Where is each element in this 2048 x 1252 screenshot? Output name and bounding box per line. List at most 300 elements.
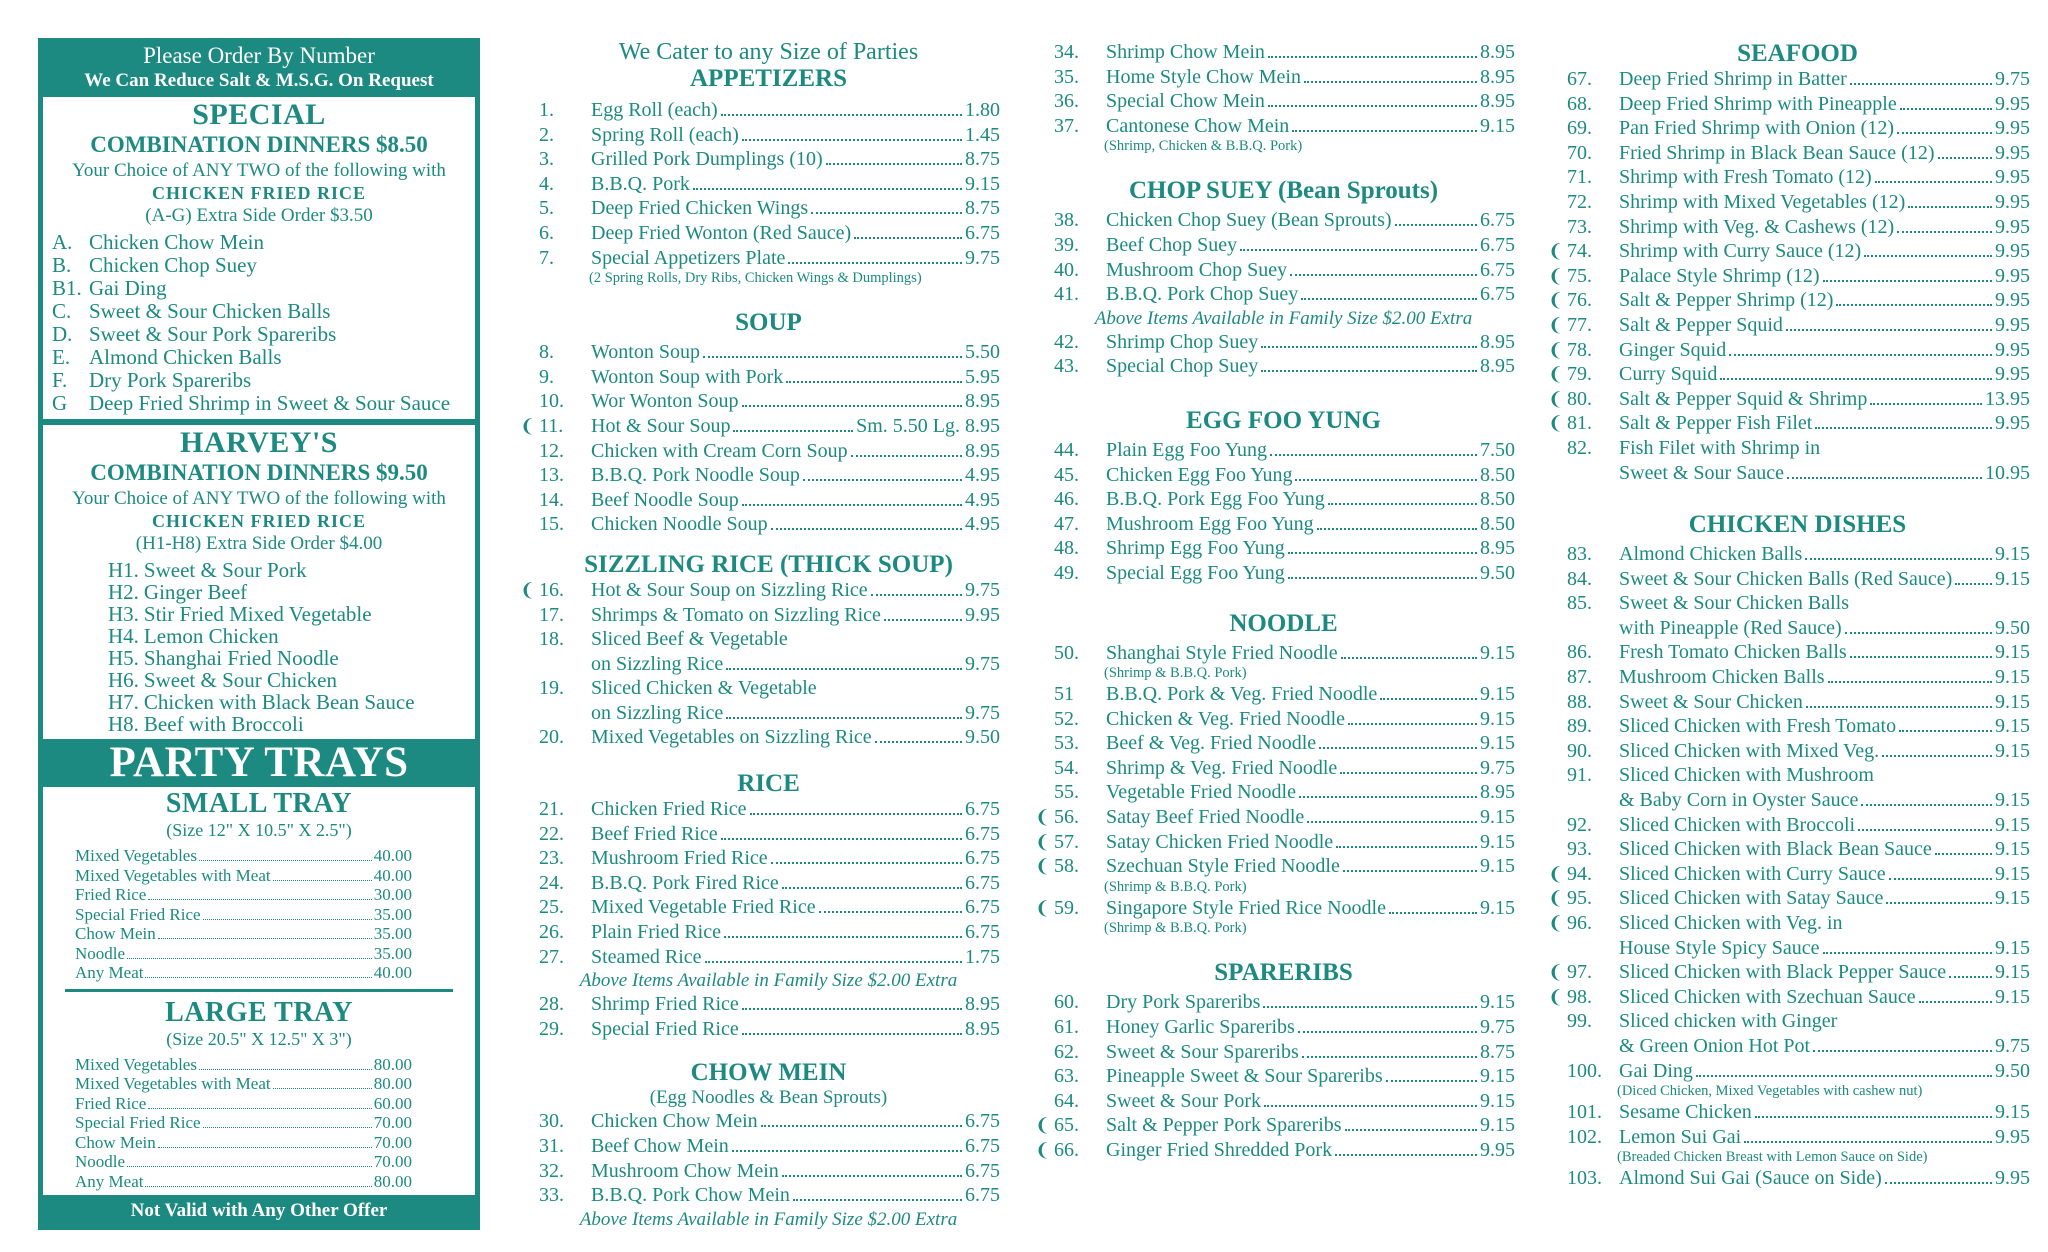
- combo-choice-item: [52, 392, 475, 415]
- item-number: 102.: [1567, 1125, 1602, 1148]
- item-number: 2.: [539, 123, 554, 146]
- menu-item: [1052, 89, 1515, 114]
- item-number: 100.: [1567, 1059, 1602, 1082]
- item-name: Chicken Fried Rice: [591, 798, 747, 821]
- menu-item: [1052, 536, 1515, 561]
- chili-pepper-icon: ❨: [1548, 863, 1564, 884]
- combo-choice-item: [108, 625, 475, 647]
- item-name: Special Chop Suey: [1106, 355, 1259, 378]
- item-price: 6.75: [965, 921, 1000, 944]
- dot-leader: [1343, 869, 1477, 872]
- item-number: 87.: [1567, 666, 1592, 689]
- sizzling-rice-list: [520, 578, 1000, 750]
- choice-code: H2.: [108, 580, 139, 604]
- item-number: 16.: [539, 578, 564, 601]
- item-number: 36.: [1054, 90, 1079, 113]
- menu-item: [1565, 763, 2030, 788]
- menu-item: [537, 1159, 1000, 1184]
- menu-item: [537, 512, 1000, 537]
- item-name: Beef Fried Rice: [591, 822, 718, 845]
- dot-leader: [273, 1087, 372, 1089]
- item-number: 21.: [539, 798, 564, 821]
- appetizers-title: APPETIZERS: [690, 65, 847, 92]
- item-number: 93.: [1567, 838, 1592, 861]
- dot-leader: [1897, 230, 1992, 233]
- menu-item: [537, 221, 1000, 246]
- dot-leader: [1861, 803, 1992, 806]
- menu-item: [1052, 731, 1515, 756]
- item-price: 9.75: [1995, 68, 2030, 90]
- dot-leader: [148, 1107, 371, 1109]
- choice-name: Beef with Broccoli: [143, 712, 304, 736]
- item-name: Shrimps & Tomato on Sizzling Rice: [591, 603, 881, 626]
- item-price: 6.75: [1480, 209, 1515, 232]
- item-name: Chicken & Veg. Fried Noodle: [1106, 707, 1346, 730]
- item-name: B.B.Q. Pork: [591, 172, 690, 195]
- dot-leader: [782, 886, 962, 889]
- item-price: 6.75: [965, 1110, 1000, 1133]
- item-name: Sliced Chicken with Mushroom: [1619, 764, 1874, 787]
- item-number: 23.: [539, 847, 564, 870]
- dot-leader: [1882, 754, 1992, 757]
- item-name: Szechuan Style Fried Noodle: [1106, 855, 1340, 878]
- large-tray-title: LARGE TRAY: [165, 996, 353, 1028]
- item-price: 9.15: [1995, 666, 2030, 689]
- item-name: Sliced Chicken with Mixed Veg.: [1619, 739, 1880, 762]
- item-number: 9.: [539, 365, 554, 388]
- dot-leader: [1900, 107, 1992, 110]
- item-name: Dry Pork Spareribs: [1106, 991, 1261, 1014]
- dot-leader: [1845, 631, 1992, 634]
- dot-leader: [1301, 297, 1477, 300]
- tray-item: [75, 846, 412, 866]
- item-number: 62.: [1054, 1040, 1079, 1063]
- choice-code: F.: [52, 368, 68, 392]
- item-number: 88.: [1567, 690, 1592, 713]
- item-name: Mushroom Chop Suey: [1106, 258, 1288, 281]
- tray-item-price: 35.00: [373, 904, 412, 924]
- tray-item: [75, 905, 412, 925]
- item-number: 24.: [539, 871, 564, 894]
- combo-choice-item: [108, 669, 475, 691]
- item-name-line2: on Sizzling Rice: [591, 701, 724, 724]
- item-price: 9.75: [965, 701, 1000, 724]
- seafood-list: [1548, 67, 2030, 485]
- item-number: 39.: [1054, 233, 1079, 256]
- menu-item: [1548, 985, 2030, 1010]
- rice-title: RICE: [737, 770, 800, 798]
- tray-item: [75, 1074, 412, 1094]
- tray-item-name: Mixed Vegetables with Meat: [75, 865, 271, 885]
- menu-item: [1052, 330, 1515, 355]
- item-name: Sliced Chicken with Black Bean Sauce: [1619, 838, 1932, 861]
- dot-leader: [1897, 131, 1992, 134]
- item-price: 6.75: [965, 1184, 1000, 1207]
- menu-column-3: [1035, 40, 1515, 1163]
- menu-item: [537, 439, 1000, 464]
- offer-disclaimer: Not Valid with Any Other Offer: [130, 1200, 388, 1221]
- item-number: 49.: [1054, 561, 1079, 584]
- item-name: Beef Chop Suey: [1106, 233, 1238, 256]
- menu-item-continued: [537, 701, 1000, 726]
- dot-leader: [1823, 279, 1992, 282]
- item-number: 54.: [1054, 756, 1079, 779]
- item-number: 33.: [539, 1184, 564, 1207]
- item-price: 9.95: [1995, 166, 2030, 189]
- item-name-line2: with Pineapple (Red Sauce): [1619, 616, 1842, 639]
- item-price: 4.95: [965, 513, 1000, 536]
- dot-leader: [1288, 576, 1477, 579]
- item-name: Sliced Chicken with Veg. in: [1619, 912, 1843, 934]
- choice-code: G: [52, 391, 68, 415]
- choice-code: B1.: [52, 276, 82, 300]
- dot-leader: [1850, 82, 1992, 85]
- dot-leader: [826, 162, 962, 165]
- item-name: Special Appetizers Plate: [591, 246, 786, 269]
- choice-name: Gai Ding: [89, 276, 167, 300]
- choice-name: Chicken Chop Suey: [89, 253, 257, 277]
- dot-leader: [1264, 1104, 1477, 1107]
- item-price: 6.75: [965, 798, 1000, 821]
- dot-leader: [1935, 852, 1992, 855]
- item-note: (Breaded Chicken Breast with Lemon Sauce on Side): [1617, 1149, 1928, 1166]
- dot-leader: [199, 1068, 372, 1070]
- item-name: B.B.Q. Pork Chow Mein: [591, 1184, 790, 1207]
- menu-item: [1548, 264, 2030, 289]
- item-price: 9.15: [1995, 862, 2030, 885]
- menu-column-2: [520, 39, 1000, 1231]
- item-number: 1.: [539, 99, 554, 121]
- item-price: 8.95: [1480, 537, 1515, 560]
- item-name: Shrimp Chow Mein: [1106, 41, 1265, 63]
- dot-leader: [1317, 527, 1477, 530]
- item-number: 38.: [1054, 209, 1079, 232]
- chili-pepper-icon: ❨: [1548, 364, 1564, 385]
- tray-item: [75, 963, 412, 983]
- item-note: (Shrimp & B.B.Q. Pork): [1104, 665, 1247, 682]
- item-name-line2: on Sizzling Rice: [591, 652, 724, 675]
- menu-item: [1565, 1100, 2030, 1125]
- item-number: 32.: [539, 1159, 564, 1182]
- item-name: Pan Fried Shrimp with Onion (12): [1619, 117, 1894, 140]
- item-name: Sweet & Sour Pork: [1106, 1089, 1261, 1112]
- tray-item-name: Mixed Vegetables: [75, 1054, 197, 1074]
- item-name: Sweet & Sour Spareribs: [1106, 1040, 1299, 1063]
- item-price: 8.95: [965, 439, 1000, 462]
- dot-leader: [782, 1174, 962, 1177]
- menu-item: [1548, 288, 2030, 313]
- item-name: Mushroom Fried Rice: [591, 847, 768, 870]
- choice-name: Chicken with Black Bean Sauce: [143, 690, 415, 714]
- spareribs-title: SPARERIBS: [1214, 959, 1353, 987]
- item-price: 9.75: [1480, 756, 1515, 779]
- choice-name: Sweet & Sour Chicken Balls: [89, 299, 331, 323]
- item-price: 9.95: [1995, 412, 2030, 435]
- item-number: 27.: [539, 945, 564, 968]
- harveys-note: Your Choice of ANY TWO of the following with: [72, 488, 446, 509]
- item-number: 13.: [539, 464, 564, 487]
- item-name: Salt & Pepper Fish Filet: [1619, 412, 1813, 435]
- dot-leader: [750, 812, 962, 815]
- item-name: Ginger Squid: [1619, 338, 1727, 361]
- dot-leader: [1389, 911, 1477, 914]
- item-number: 76.: [1567, 289, 1592, 312]
- dot-leader: [1295, 478, 1477, 481]
- item-price: 8.75: [965, 197, 1000, 220]
- tray-item-price: 70.00: [373, 1152, 412, 1171]
- choice-code: H6.: [108, 668, 139, 692]
- menu-item-continued: [1565, 788, 2030, 813]
- item-price: 6.75: [1480, 258, 1515, 281]
- dot-leader: [1938, 156, 1993, 159]
- item-name: Lemon Sui Gai: [1619, 1125, 1742, 1148]
- item-number: 90.: [1567, 739, 1592, 762]
- tray-item: [75, 1113, 412, 1133]
- menu-item: [1565, 92, 2030, 117]
- item-name: Curry Squid: [1619, 363, 1718, 386]
- harveys-rice: CHICKEN FRIED RICE: [151, 511, 367, 531]
- item-name: Shrimp Chop Suey: [1106, 330, 1259, 353]
- menu-item: [1035, 1138, 1515, 1163]
- menu-item: [537, 340, 1000, 365]
- item-price: 1.75: [965, 945, 1000, 968]
- item-price: 9.15: [1480, 641, 1515, 664]
- item-price: 9.15: [1480, 830, 1515, 853]
- cantonese-note: (Shrimp, Chicken & B.B.Q. Pork): [1104, 138, 1303, 155]
- noodle-list: [1035, 641, 1515, 938]
- item-name: Home Style Chow Mein: [1106, 65, 1301, 88]
- chop-suey-list: [1052, 208, 1515, 306]
- item-price: 4.95: [965, 464, 1000, 487]
- dot-leader: [1380, 697, 1477, 700]
- item-number: 46.: [1054, 488, 1079, 511]
- tray-item-name: Special Fried Rice: [75, 904, 201, 924]
- reduce-msg-note: We Can Reduce Salt & M.S.G. On Request: [84, 70, 434, 91]
- item-name: Mushroom Chow Mein: [591, 1159, 779, 1182]
- choice-code: E.: [52, 345, 71, 369]
- item-name: Shanghai Style Fried Noodle: [1106, 641, 1338, 664]
- item-name: Shrimp with Curry Sauce (12): [1619, 240, 1862, 263]
- rice-list: [537, 797, 1000, 969]
- item-name: Cantonese Chow Mein: [1106, 114, 1290, 137]
- menu-item: [1052, 780, 1515, 805]
- special-extra: (A-G) Extra Side Order $3.50: [145, 205, 373, 226]
- dot-leader: [703, 355, 962, 358]
- choice-name: Sweet & Sour Chicken: [143, 668, 337, 692]
- chop-suey-family-note: Above Items Available in Family Size $2.00 Extra: [1094, 307, 1473, 329]
- dot-leader: [1850, 655, 1992, 658]
- item-price: 6.75: [965, 221, 1000, 244]
- item-price: 5.95: [965, 365, 1000, 388]
- dot-leader: [1292, 129, 1477, 132]
- menu-item: [537, 797, 1000, 822]
- item-name: Egg Roll (each): [591, 99, 718, 121]
- menu-item: [1052, 641, 1515, 666]
- item-name: Shrimp Fried Rice: [591, 993, 739, 1016]
- item-price: 8.75: [965, 148, 1000, 171]
- dot-leader: [1270, 453, 1477, 456]
- item-number: 43.: [1054, 355, 1079, 378]
- item-name: Deep Fried Wonton (Red Sauce): [591, 221, 852, 244]
- item-name: Almond Chicken Balls: [1619, 543, 1803, 566]
- order-by-number: Please Order By Number: [143, 43, 375, 68]
- chop-suey-title: CHOP SUEY (Bean Sprouts): [1128, 177, 1439, 205]
- menu-item: [537, 246, 1000, 271]
- item-name: Mixed Vegetables on Sizzling Rice: [591, 726, 872, 749]
- item-number: 17.: [539, 603, 564, 626]
- choice-name: Sweet & Sour Pork: [143, 558, 307, 582]
- item-number: 41.: [1054, 283, 1079, 306]
- item-price: 8.95: [965, 1017, 1000, 1040]
- item-price: 9.15: [1995, 641, 2030, 664]
- item-price: 9.95: [1995, 190, 2030, 213]
- tray-item-price: 80.00: [373, 1054, 412, 1074]
- dot-leader: [1336, 845, 1477, 848]
- menu-item: [537, 627, 1000, 652]
- chili-pepper-icon: ❨: [1548, 388, 1564, 409]
- dot-leader: [1828, 680, 1992, 683]
- item-price: 6.75: [965, 896, 1000, 919]
- menu-item: [1548, 911, 2030, 936]
- combo-choice-item: [52, 323, 475, 346]
- choice-code: H8.: [108, 712, 139, 736]
- dot-leader: [1345, 1128, 1477, 1131]
- dot-leader: [851, 454, 962, 457]
- dot-leader: [1290, 273, 1477, 276]
- harveys-subtitle: COMBINATION DINNERS $9.50: [90, 460, 428, 485]
- menu-item: [1052, 1040, 1515, 1065]
- order-header: [43, 42, 475, 93]
- item-price: 8.50: [1480, 463, 1515, 486]
- item-price: 9.15: [1995, 985, 2030, 1008]
- item-price: 9.15: [1480, 1065, 1515, 1088]
- item-price: 9.15: [1995, 1101, 2030, 1124]
- dot-leader: [1729, 353, 1992, 356]
- item-name: Sesame Chicken: [1619, 1101, 1752, 1124]
- menu-item: [1565, 665, 2030, 690]
- item-number: 96.: [1567, 912, 1592, 934]
- dot-leader: [1899, 729, 1992, 732]
- item-price: 9.15: [1995, 838, 2030, 861]
- item-number: 91.: [1567, 764, 1592, 787]
- item-number: 80.: [1567, 387, 1592, 410]
- menu-item: [1052, 65, 1515, 90]
- menu-item: [1548, 387, 2030, 412]
- tray-item: [75, 866, 412, 886]
- item-price: 9.15: [1995, 936, 2030, 959]
- menu-item: [537, 895, 1000, 920]
- item-price: 9.95: [1995, 1125, 2030, 1148]
- dot-leader: [1755, 1115, 1992, 1118]
- item-number: 18.: [539, 628, 564, 651]
- tray-item-price: 80.00: [373, 1074, 412, 1093]
- item-number: 85.: [1567, 592, 1592, 615]
- choice-name: Chicken Chow Mein: [89, 230, 264, 254]
- small-tray-size: (Size 12" X 10.5" X 2.5"): [166, 820, 352, 840]
- item-name: Plain Fried Rice: [591, 921, 721, 944]
- item-price: 9.15: [1995, 690, 2030, 713]
- menu-item: [537, 98, 1000, 123]
- item-price: 9.15: [1995, 543, 2030, 566]
- tray-item: [75, 1133, 412, 1153]
- dot-leader: [693, 187, 962, 190]
- item-price: 9.95: [1995, 215, 2030, 238]
- item-note: (Diced Chicken, Mixed Vegetables with cashew nut): [1617, 1083, 1923, 1100]
- item-number: 60.: [1054, 991, 1079, 1014]
- dot-leader: [742, 138, 962, 141]
- dot-leader: [1268, 104, 1477, 107]
- chow-mein-continued-list: [1052, 40, 1515, 138]
- menu-item-continued: [1565, 1034, 2030, 1059]
- item-number: 61.: [1054, 1016, 1079, 1039]
- item-number: 97.: [1567, 961, 1592, 984]
- menu-item: [537, 725, 1000, 750]
- menu-item: [1548, 960, 2030, 985]
- combo-choice-item: [108, 581, 475, 603]
- item-number: 50.: [1054, 641, 1079, 664]
- dot-leader: [1268, 55, 1477, 58]
- item-price: 8.95: [965, 993, 1000, 1016]
- item-number: 30.: [539, 1110, 564, 1133]
- item-price: 9.75: [1480, 1016, 1515, 1039]
- item-price: 8.95: [1480, 65, 1515, 88]
- dot-leader: [1299, 795, 1477, 798]
- chili-pepper-icon: ❨: [1548, 241, 1564, 262]
- tray-item-price: 40.00: [373, 963, 412, 982]
- menu-item: [537, 463, 1000, 488]
- menu-item: [1565, 739, 2030, 764]
- menu-item: [520, 414, 1000, 439]
- choice-code: C.: [52, 299, 72, 323]
- item-name: Deep Fried Shrimp with Pineapple: [1619, 92, 1897, 115]
- dot-leader: [884, 618, 962, 621]
- menu-item: [1052, 208, 1515, 233]
- item-number: 25.: [539, 896, 564, 919]
- dot-leader: [1298, 1030, 1477, 1033]
- combo-choice-item: [52, 346, 475, 369]
- item-name: Steamed Rice: [591, 945, 702, 968]
- item-price: Sm. 5.50 Lg. 8.95: [856, 414, 1000, 437]
- item-number: 64.: [1054, 1089, 1079, 1112]
- item-number: 84.: [1567, 567, 1592, 590]
- item-name: Wonton Soup with Pork: [591, 365, 784, 388]
- choice-code: D.: [52, 322, 73, 346]
- choice-code: H5.: [108, 646, 139, 670]
- menu-item: [520, 578, 1000, 603]
- combo-choice-item: [52, 369, 475, 392]
- item-price: 9.75: [965, 652, 1000, 675]
- menu-item: [537, 822, 1000, 847]
- chow-mein-family-note: Above Items Available in Family Size $2.00 Extra: [579, 1208, 958, 1230]
- dot-leader: [721, 837, 962, 840]
- item-number: 45.: [1054, 463, 1079, 486]
- dot-leader: [742, 503, 962, 506]
- choice-name: Deep Fried Shrimp in Sweet & Sour Sauce: [89, 391, 451, 415]
- chicken-dishes-list: [1548, 542, 2030, 1191]
- dot-leader: [1805, 557, 1992, 560]
- dot-leader: [1348, 722, 1477, 725]
- menu-item: [1052, 282, 1515, 307]
- appetizers-note: (2 Spring Rolls, Dry Ribs, Chicken Wings & Dumplings): [589, 270, 922, 287]
- dot-leader: [705, 960, 962, 963]
- dot-leader: [1263, 1005, 1477, 1008]
- combo-choice-item: [52, 231, 475, 254]
- combo-choice-item: [52, 277, 475, 300]
- item-name: Chicken Chop Suey (Bean Sprouts): [1106, 209, 1392, 232]
- item-name: Mixed Vegetable Fried Rice: [591, 896, 816, 919]
- item-name: Salt & Pepper Shrimp (12): [1619, 289, 1834, 312]
- item-price: 8.95: [965, 390, 1000, 413]
